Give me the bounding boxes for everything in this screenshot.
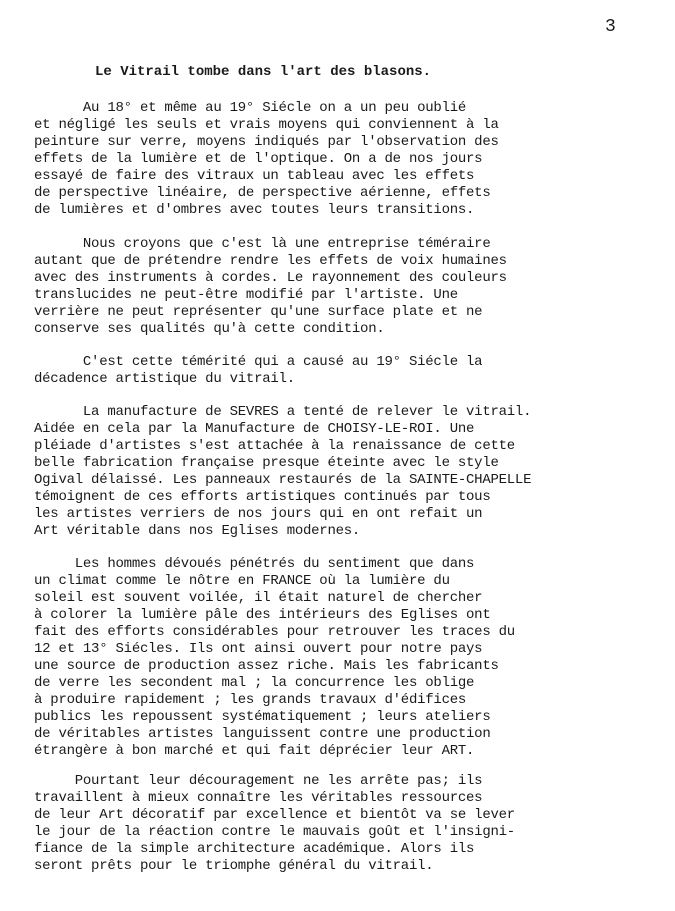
text-line: publics les repoussent systématiquement ; leurs ateliers [34, 709, 491, 725]
text-line: le jour de la réaction contre le mauvais goût et l'insigni- [34, 824, 515, 840]
text-line: peinture sur verre, moyens indiqués par l'observation des [34, 134, 499, 150]
text-line: fait des efforts considérables pour retrouver les traces du [34, 624, 515, 640]
text-line: de perspective linéaire, de perspective aérienne, effets [34, 185, 491, 201]
text-line: belle fabrication française presque éteinte avec le style [34, 455, 499, 471]
text-line: les artistes verriers de nos jours qui en ont refait un [34, 506, 483, 522]
paragraph-1 [34, 100, 664, 219]
text-line: et négligé les seuls et vrais moyens qui conviennent à la [34, 117, 499, 133]
text-line: Au 18° et même au 19° Siécle on a un peu oublié [34, 100, 467, 116]
text-line: autant que de prétendre rendre les effets de voix humaines [34, 253, 507, 269]
text-line: Art véritable dans nos Eglises modernes. [34, 523, 361, 539]
text-line: essayé de faire des vitraux un tableau avec les effets [34, 168, 475, 184]
paragraph-3 [34, 354, 664, 388]
text-line: translucides ne peut-être modifié par l'artiste. Une [34, 287, 458, 303]
paragraph-2 [34, 236, 664, 338]
paragraph-5 [34, 556, 664, 760]
text-line: avec des instruments à cordes. Le rayonnement des couleurs [34, 270, 507, 286]
text-line: soleil est souvent voilée, il était naturel de chercher [34, 590, 483, 606]
text-line: Les hommes dévoués pénétrés du sentiment que dans [34, 556, 475, 572]
text-line: conserve ses qualités qu'à cette condition. [34, 321, 385, 337]
text-line: de lumières et d'ombres avec toutes leurs transitions. [34, 202, 475, 218]
text-line: de véritables artistes languissent contre une production [34, 726, 491, 742]
text-line: C'est cette témérité qui a causé au 19° Siécle la [34, 354, 483, 370]
paragraph-4 [34, 404, 664, 540]
text-line: La manufacture de SEVRES a tenté de relever le vitrail. [34, 404, 532, 420]
text-line: décadence artistique du vitrail. [34, 371, 295, 387]
text-line: verrière ne peut représenter qu'une surface plate et ne [34, 304, 483, 320]
text-line: seront prêts pour le triomphe général du vitrail. [34, 858, 434, 874]
text-line: témoignent de ces efforts artistiques continués par tous [34, 489, 491, 505]
text-line: Pourtant leur découragement ne les arrête pas; ils [34, 773, 483, 789]
text-line: de verre les secondent mal ; la concurrence les oblige [34, 675, 475, 691]
text-line: à produire rapidement ; les grands travaux d'édifices [34, 692, 467, 708]
text-line: étrangère à bon marché et qui fait déprécier leur ART. [34, 743, 475, 759]
text-line: 12 et 13° Siécles. Ils ont ainsi ouvert pour notre pays [34, 641, 483, 657]
paragraph-6 [34, 773, 664, 875]
text-line: un climat comme le nôtre en FRANCE où la lumière du [34, 573, 450, 589]
text-line: Nous croyons que c'est là une entreprise téméraire [34, 236, 491, 252]
text-line: à colorer la lumière pâle des intérieurs des Eglises ont [34, 607, 491, 623]
text-line: Aidée en cela par la Manufacture de CHOISY-LE-ROI. Une [34, 421, 475, 437]
text-line: Ogival délaissé. Les panneaux restaurés de la SAINTE-CHAPELLE [34, 472, 532, 488]
text-line: effets de la lumière et de l'optique. On a de nos jours [34, 151, 483, 167]
text-line: pléiade d'artistes s'est attachée à la renaissance de cette [34, 438, 515, 454]
text-line: travaillent à mieux connaître les véritables ressources [34, 790, 483, 806]
document-title: Le Vitrail tombe dans l'art des blasons. [95, 64, 432, 80]
text-line: fiance de la simple architecture académique. Alors ils [34, 841, 475, 857]
text-line: de leur Art décoratif par excellence et bientôt va se lever [34, 807, 515, 823]
page-number: 3 [605, 17, 616, 37]
text-line: une source de production assez riche. Mais les fabricants [34, 658, 499, 674]
